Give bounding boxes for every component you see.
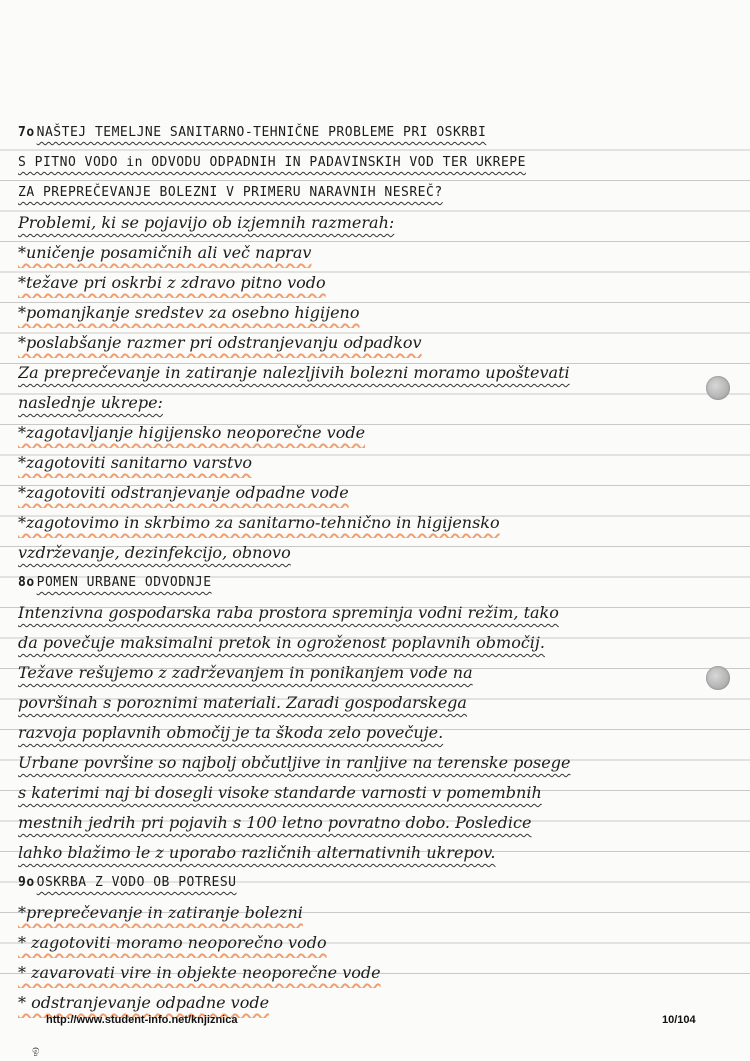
note-line — [18, 628, 730, 658]
note-line — [18, 208, 730, 238]
note-text: Intenzivna gospodarska raba prostora spreminja vodni režim, tako — [18, 603, 559, 622]
note-text: S PITNO VODO in ODVODU ODPADNIH IN PADAVINSKIH VOD TER UKREPE — [18, 155, 526, 170]
corner-mark: ඉ — [32, 1043, 40, 1057]
note-text: NAŠTEJ TEMELJNE SANITARNO-TEHNIČNE PROBLEME PRI OSKRBI — [36, 125, 487, 140]
note-text: Za preprečevanje in zatiranje nalezljivih bolezni moramo upoštevati — [18, 363, 570, 382]
note-line — [18, 838, 730, 868]
note-line — [18, 358, 730, 388]
note-text: *zagotoviti sanitarno varstvo — [18, 453, 253, 472]
note-line — [18, 688, 730, 718]
handwritten-notes — [18, 118, 730, 1018]
note-text: lahko blažimo le z uporabo različnih alternativnih ukrepov. — [18, 843, 496, 862]
note-line — [18, 238, 730, 268]
note-text: Problemi, ki se pojavijo ob izjemnih razmerah: — [18, 213, 395, 232]
note-text: *zagotoviti odstranjevanje odpadne vode — [18, 483, 349, 502]
note-line — [18, 478, 730, 508]
section-number: 7o — [18, 125, 35, 140]
note-line — [18, 178, 730, 208]
note-text: *poslabšanje razmer pri odstranjevanju odpadkov — [18, 333, 422, 352]
note-text: mestnih jedrih pri pojavih s 100 letno povratno dobo. Posledice — [18, 813, 532, 832]
note-line — [18, 568, 730, 598]
note-line — [18, 778, 730, 808]
note-line — [18, 868, 730, 898]
note-line — [18, 448, 730, 478]
note-line — [18, 958, 730, 988]
note-text: *preprečevanje in zatiranje bolezni — [18, 903, 303, 922]
note-line — [18, 148, 730, 178]
note-text: *zagotavljanje higijensko neoporečne vode — [18, 423, 366, 442]
note-line — [18, 508, 730, 538]
note-line — [18, 748, 730, 778]
note-line — [18, 328, 730, 358]
note-line — [18, 298, 730, 328]
note-text: razvoja poplavnih območij je ta škoda zelo povečuje. — [18, 723, 444, 742]
note-line — [18, 598, 730, 628]
note-line — [18, 658, 730, 688]
note-text: s katerimi naj bi dosegli visoke standarde varnosti v pomembnih — [18, 783, 542, 802]
section-number: 9o — [18, 875, 35, 890]
note-line — [18, 718, 730, 748]
note-text: Urbane površine so najbolj občutljive in ranljive na terenske posege — [18, 753, 571, 772]
note-text: *zagotovimo in skrbimo za sanitarno-tehnično in higijensko — [18, 513, 500, 532]
note-text: Težave rešujemo z zadrževanjem in ponikanjem vode na — [18, 663, 473, 682]
note-text: * odstranjevanje odpadne vode — [18, 993, 270, 1012]
footer-url[interactable]: http://www.student-info.net/knjiznica — [46, 1014, 238, 1026]
section-number: 8o — [18, 575, 35, 590]
note-text: POMEN URBANE ODVODNJE — [36, 575, 212, 590]
note-text: površinah s poroznimi materiali. Zaradi gospodarskega — [18, 693, 467, 712]
note-line — [18, 268, 730, 298]
note-text: *uničenje posamičnih ali več naprav — [18, 243, 312, 262]
note-text: * zavarovati vire in objekte neoporečne vode — [18, 963, 381, 982]
note-line — [18, 388, 730, 418]
note-line — [18, 898, 730, 928]
note-text: * zagotoviti moramo neoporečno vodo — [18, 933, 327, 952]
note-line — [18, 118, 730, 148]
page-number: 10/104 — [662, 1014, 696, 1026]
note-line — [18, 418, 730, 448]
note-text: OSKRBA Z VODO OB POTRESU — [36, 875, 237, 890]
note-text: *težave pri oskrbi z zdravo pitno vodo — [18, 273, 326, 292]
note-line — [18, 538, 730, 568]
note-line — [18, 928, 730, 958]
note-text: ZA PREPREČEVANJE BOLEZNI V PRIMERU NARAVNIH NESREČ? — [18, 185, 443, 200]
note-line — [18, 808, 730, 838]
note-text: naslednje ukrepe: — [18, 393, 163, 412]
note-text: *pomanjkanje sredstev za osebno higijeno — [18, 303, 360, 322]
note-text: vzdrževanje, dezinfekcijo, obnovo — [18, 543, 291, 562]
note-text: da povečuje maksimalni pretok in ogroženost poplavnih območij. — [18, 633, 545, 652]
